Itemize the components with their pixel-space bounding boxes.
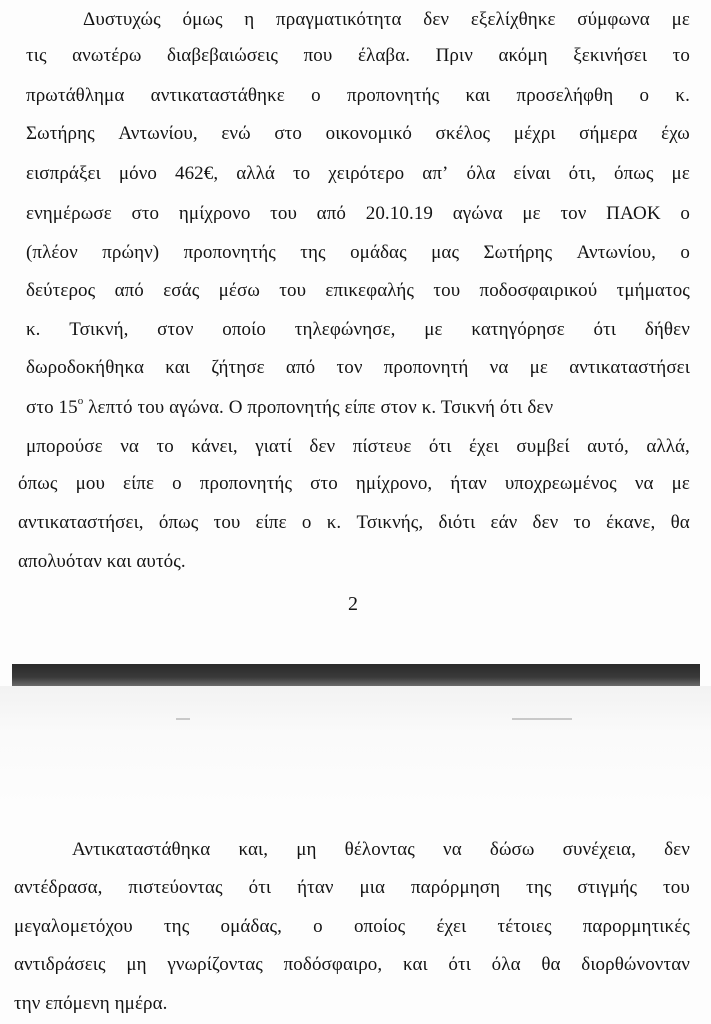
word: από (114, 280, 144, 301)
word: έχει (468, 436, 499, 457)
word: και (465, 85, 491, 106)
word: το (573, 512, 591, 533)
word: μια (359, 877, 386, 898)
word: έχει (436, 916, 467, 937)
word: ενημέρωσε (26, 203, 112, 224)
word: τηλεφώνησε, (294, 319, 396, 340)
word: δεν (423, 9, 450, 30)
paragraph-2-line-3 (14, 915, 690, 939)
word: κάνει, (191, 436, 238, 457)
word: μόνο (118, 163, 157, 184)
word: σήμερα (579, 123, 638, 144)
word: 20.10.19 (365, 203, 434, 224)
word: χειρότερο (328, 163, 405, 184)
word: αλλά (236, 163, 275, 184)
word: να (489, 357, 509, 378)
word: πίστευε (352, 436, 412, 457)
word: δώσω (489, 839, 535, 860)
paragraph-1-line-13 (18, 472, 690, 496)
word: μπορούσε (26, 436, 103, 457)
word: που (303, 45, 333, 66)
word: η (244, 9, 255, 30)
paragraph-2-line-1 (72, 838, 690, 862)
word: ΠΑΟΚ (606, 203, 661, 224)
word: μας (431, 242, 460, 263)
word: κ. (26, 319, 41, 340)
word: είπε (123, 473, 155, 494)
word: Αντικαταστάθηκα (72, 839, 211, 860)
word: προπονητής (183, 242, 276, 263)
word: πιστεύοντας (128, 877, 223, 898)
line-11-after: λεπτό του αγώνα. Ο προπονητής είπε στον κ. Τσικνή ότι δεν (83, 397, 554, 418)
word: στιγμής (577, 877, 638, 898)
word: με (671, 163, 690, 184)
word: ο (311, 85, 321, 106)
word: δωροδοκήθηκα (26, 357, 145, 378)
word: ο (301, 512, 312, 533)
word: διορθώνονταν (581, 954, 690, 975)
word: αντικαταστάθηκε (150, 85, 285, 106)
word: (πλέον (26, 242, 78, 263)
word: δήθεν (644, 319, 690, 340)
word: ο (680, 242, 690, 263)
word: του (213, 512, 241, 533)
scan-artifact-dash-left (176, 718, 190, 720)
word: ότι (428, 436, 452, 457)
word: διαβεβαιώσεις (167, 45, 279, 66)
word: οποίος (353, 916, 406, 937)
word: 462€, (174, 163, 219, 184)
paragraph-1-line-3 (26, 84, 690, 108)
word: και (165, 357, 191, 378)
word: οποίο (222, 319, 266, 340)
word: όμως (182, 9, 223, 30)
word: θα (670, 512, 690, 533)
word: τον (560, 203, 587, 224)
word: τμήματος (616, 280, 690, 301)
word: δεν (664, 839, 690, 860)
word: στον (157, 319, 194, 340)
word: παρόρμηση (410, 877, 501, 898)
word: πραγματικότητα (276, 9, 402, 30)
word: ακόμη (498, 45, 548, 66)
word: γιατί (255, 436, 292, 457)
word: στο (131, 203, 160, 224)
word: έλαβα. (357, 45, 411, 66)
word: ημίχρονο, (355, 473, 433, 494)
word: ο (680, 203, 690, 224)
word: μέσω (218, 280, 260, 301)
word: μη (126, 954, 147, 975)
word: εισπράξει (26, 163, 101, 184)
word: της (163, 916, 190, 937)
paragraph-2-line-5: την επόμενη ημέρα. (14, 993, 168, 1014)
word: σύμφωνα (577, 9, 650, 30)
word: δεν (532, 512, 559, 533)
word: δεύτερος (26, 280, 96, 301)
word: ότι (448, 954, 471, 975)
word: με (529, 357, 548, 378)
word: και, (238, 839, 269, 860)
word: να (634, 473, 654, 494)
word: μεγαλομετόχου (14, 916, 133, 937)
word: αγώνα (452, 203, 503, 224)
word: αντικαταστήσει, (18, 512, 144, 533)
word: έκανε, (606, 512, 656, 533)
word: ημίχρονο (178, 203, 251, 224)
word: μέχρι (513, 123, 556, 144)
word: όλα (491, 954, 521, 975)
word: θα (541, 954, 561, 975)
paragraph-1-line-10 (26, 356, 690, 380)
word: οικονομικό (325, 123, 412, 144)
word: προσελήφθη (516, 85, 614, 106)
word: του (270, 203, 297, 224)
word: κατηγόρησε (471, 319, 565, 340)
word: παρορμητικές (582, 916, 690, 937)
word: πρωτάθλημα (26, 85, 125, 106)
line-11-before: στο 15 (26, 397, 78, 418)
word: εξελίχθηκε (470, 9, 556, 30)
word: Τσικνής, (356, 512, 424, 533)
paragraph-1-line-8 (26, 279, 690, 303)
word: Αντωνίου, (118, 123, 198, 144)
word: αντέδρασα, (14, 877, 103, 898)
word: αλλά, (646, 436, 690, 457)
word: όπως (158, 512, 199, 533)
paragraph-1-line-11 (26, 396, 690, 420)
word: όπως (18, 473, 58, 494)
word: από (285, 357, 316, 378)
word: ζήτησε (211, 357, 265, 378)
paragraph-2-line-4 (14, 953, 690, 977)
word: της (526, 877, 552, 898)
word: να (120, 436, 139, 457)
paragraph-1-line-7 (26, 241, 690, 265)
word: Πριν (435, 45, 473, 66)
word: Δυστυχώς (83, 9, 161, 30)
word: ο (172, 473, 182, 494)
word: με (424, 319, 443, 340)
word: αυτό, (587, 436, 629, 457)
word: και (402, 954, 428, 975)
word: ενώ (221, 123, 251, 144)
word: ανωτέρω (72, 45, 142, 66)
word: αντικαταστήσει (569, 357, 690, 378)
word: προπονητής (346, 85, 440, 106)
word: όλα (466, 163, 496, 184)
word: έχω (661, 123, 690, 144)
ordinal-superscript: ο (77, 394, 84, 407)
word: τις (26, 45, 47, 66)
page-number: 2 (348, 593, 358, 615)
word: ομάδας (350, 242, 407, 263)
word: ότι (248, 877, 272, 898)
word: το (292, 163, 311, 184)
word: ποδόσφαιρο, (283, 954, 383, 975)
word: του (433, 280, 461, 301)
word: Τσικνή, (69, 319, 129, 340)
word: της (300, 242, 326, 263)
word: υποχρεωμένος (504, 473, 617, 494)
word: συμβεί (516, 436, 570, 457)
word: γνωρίζοντας (167, 954, 263, 975)
scan-shadow (0, 686, 711, 806)
word: ήταν (297, 877, 334, 898)
word: αντιδράσεις (14, 954, 106, 975)
scan-artifact-dash-right (512, 718, 572, 720)
paragraph-1-line-6 (26, 202, 690, 226)
word: με (522, 203, 541, 224)
word: προπονητής (199, 473, 293, 494)
word: ότι (593, 319, 617, 340)
word: το (156, 436, 174, 457)
word: ποδοσφαιρικού (479, 280, 598, 301)
word: τέτοιες (497, 916, 552, 937)
word: κ. (326, 512, 342, 533)
line-11-text (26, 396, 553, 420)
word: του (663, 877, 690, 898)
word: μη (296, 839, 317, 860)
word: θέλοντας (344, 839, 415, 860)
word: του (279, 280, 307, 301)
paragraph-1-line-1 (83, 8, 690, 32)
word: Σωτήρης (26, 123, 95, 144)
word: εάν (490, 512, 518, 533)
word: κ. (675, 85, 690, 106)
word: με (671, 9, 690, 30)
word: Σωτήρης (483, 242, 553, 263)
word: στο (274, 123, 302, 144)
word: στο (310, 473, 338, 494)
word: το (672, 45, 690, 66)
word: Αντωνίου, (576, 242, 656, 263)
paragraph-2-line-2 (14, 876, 690, 900)
word: ο (639, 85, 650, 106)
paragraph-1-line-5 (26, 162, 690, 186)
word: απ’ (422, 163, 449, 184)
page-break-divider (12, 664, 700, 686)
word: ήταν (450, 473, 487, 494)
word: σκέλος (435, 123, 491, 144)
paragraph-1-line-4 (26, 122, 690, 146)
word: με (671, 473, 690, 494)
word: μου (75, 473, 105, 494)
paragraph-1-line-15: απολυόταν και αυτός. (18, 551, 186, 572)
word: εσάς (163, 280, 200, 301)
word: επικεφαλής (325, 280, 415, 301)
word: είπε (255, 512, 287, 533)
word: ομάδας, (220, 916, 283, 937)
word: να (443, 839, 462, 860)
word: ότι, (568, 163, 597, 184)
word: όπως (614, 163, 654, 184)
word: προπονητή (383, 357, 469, 378)
paragraph-1-line-12 (26, 435, 690, 459)
word: δεν (309, 436, 336, 457)
word: από (316, 203, 347, 224)
paragraph-1-line-9 (26, 318, 690, 342)
word: ο (313, 916, 323, 937)
word: πρώην) (102, 242, 160, 263)
word: τον (336, 357, 363, 378)
paragraph-1-line-2 (26, 44, 690, 68)
word: διότι (438, 512, 476, 533)
word: είναι (513, 163, 551, 184)
word: ξεκινήσει (573, 45, 648, 66)
word: συνέχεια, (562, 839, 636, 860)
paragraph-1-line-14 (18, 511, 690, 535)
